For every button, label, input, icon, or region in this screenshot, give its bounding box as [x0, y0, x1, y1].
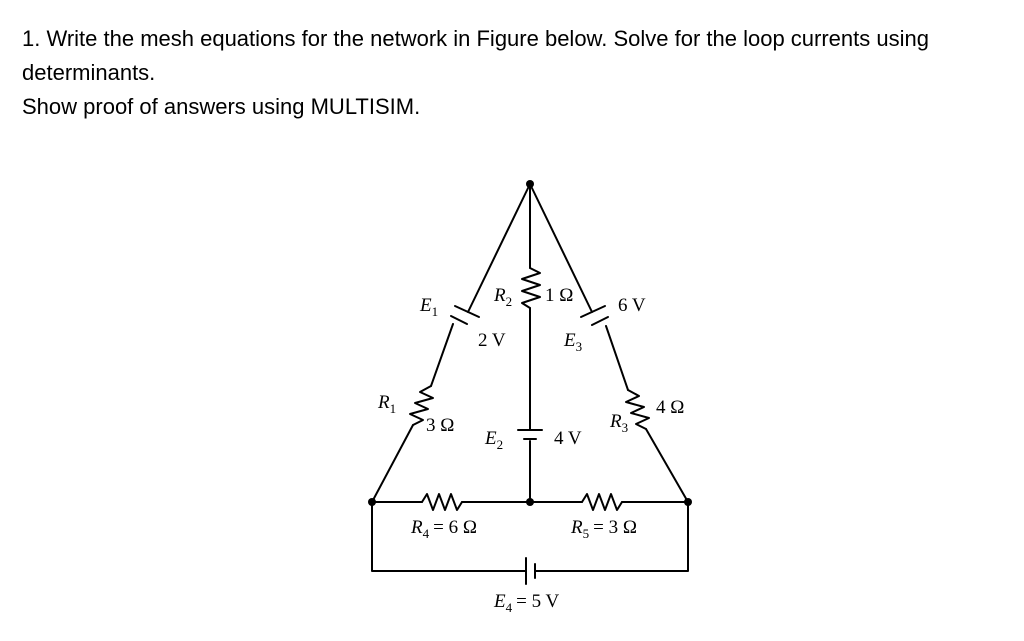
r3-label: $R_3$ — [610, 411, 629, 435]
junction-top — [526, 180, 534, 188]
r4-label: $R_4 = 6$ Ω — [411, 517, 477, 541]
r5-label: $R_5 = 3$ Ω — [571, 517, 637, 541]
left-leg-wire — [372, 184, 530, 502]
question-line-2: Show proof of answers using MULTISIM. — [22, 94, 421, 119]
e1-label: $E_1$ — [420, 295, 439, 319]
e2-label: $E_2$ — [485, 428, 504, 452]
e3-battery-symbol — [581, 306, 608, 325]
r2-value: 1 Ω — [545, 285, 574, 306]
junction-right — [684, 498, 692, 506]
e1-value: 2 V — [478, 330, 506, 351]
e4-battery-symbol — [526, 558, 535, 584]
e1-battery-symbol — [451, 306, 479, 324]
e3-value: 6 V — [618, 295, 646, 316]
junction-middle — [526, 498, 534, 506]
junction-left — [368, 498, 376, 506]
e2-battery-symbol — [518, 430, 542, 439]
right-leg-wire — [530, 184, 688, 502]
r1-label: $R_1$ — [378, 392, 397, 416]
question-line-1: 1. Write the mesh equations for the network in Figure below. Solve for the loop currents using determinants. — [22, 26, 929, 85]
r3-value: 4 Ω — [656, 397, 685, 418]
e3-label: $E_3$ — [564, 330, 583, 354]
e2-value: 4 V — [554, 428, 582, 449]
r2-label: $R_2$ — [494, 285, 513, 309]
middle-branch-wire — [522, 184, 540, 502]
e4-label: $E_4 = 5$ V — [494, 591, 560, 615]
r1-value: 3 Ω — [426, 415, 455, 436]
